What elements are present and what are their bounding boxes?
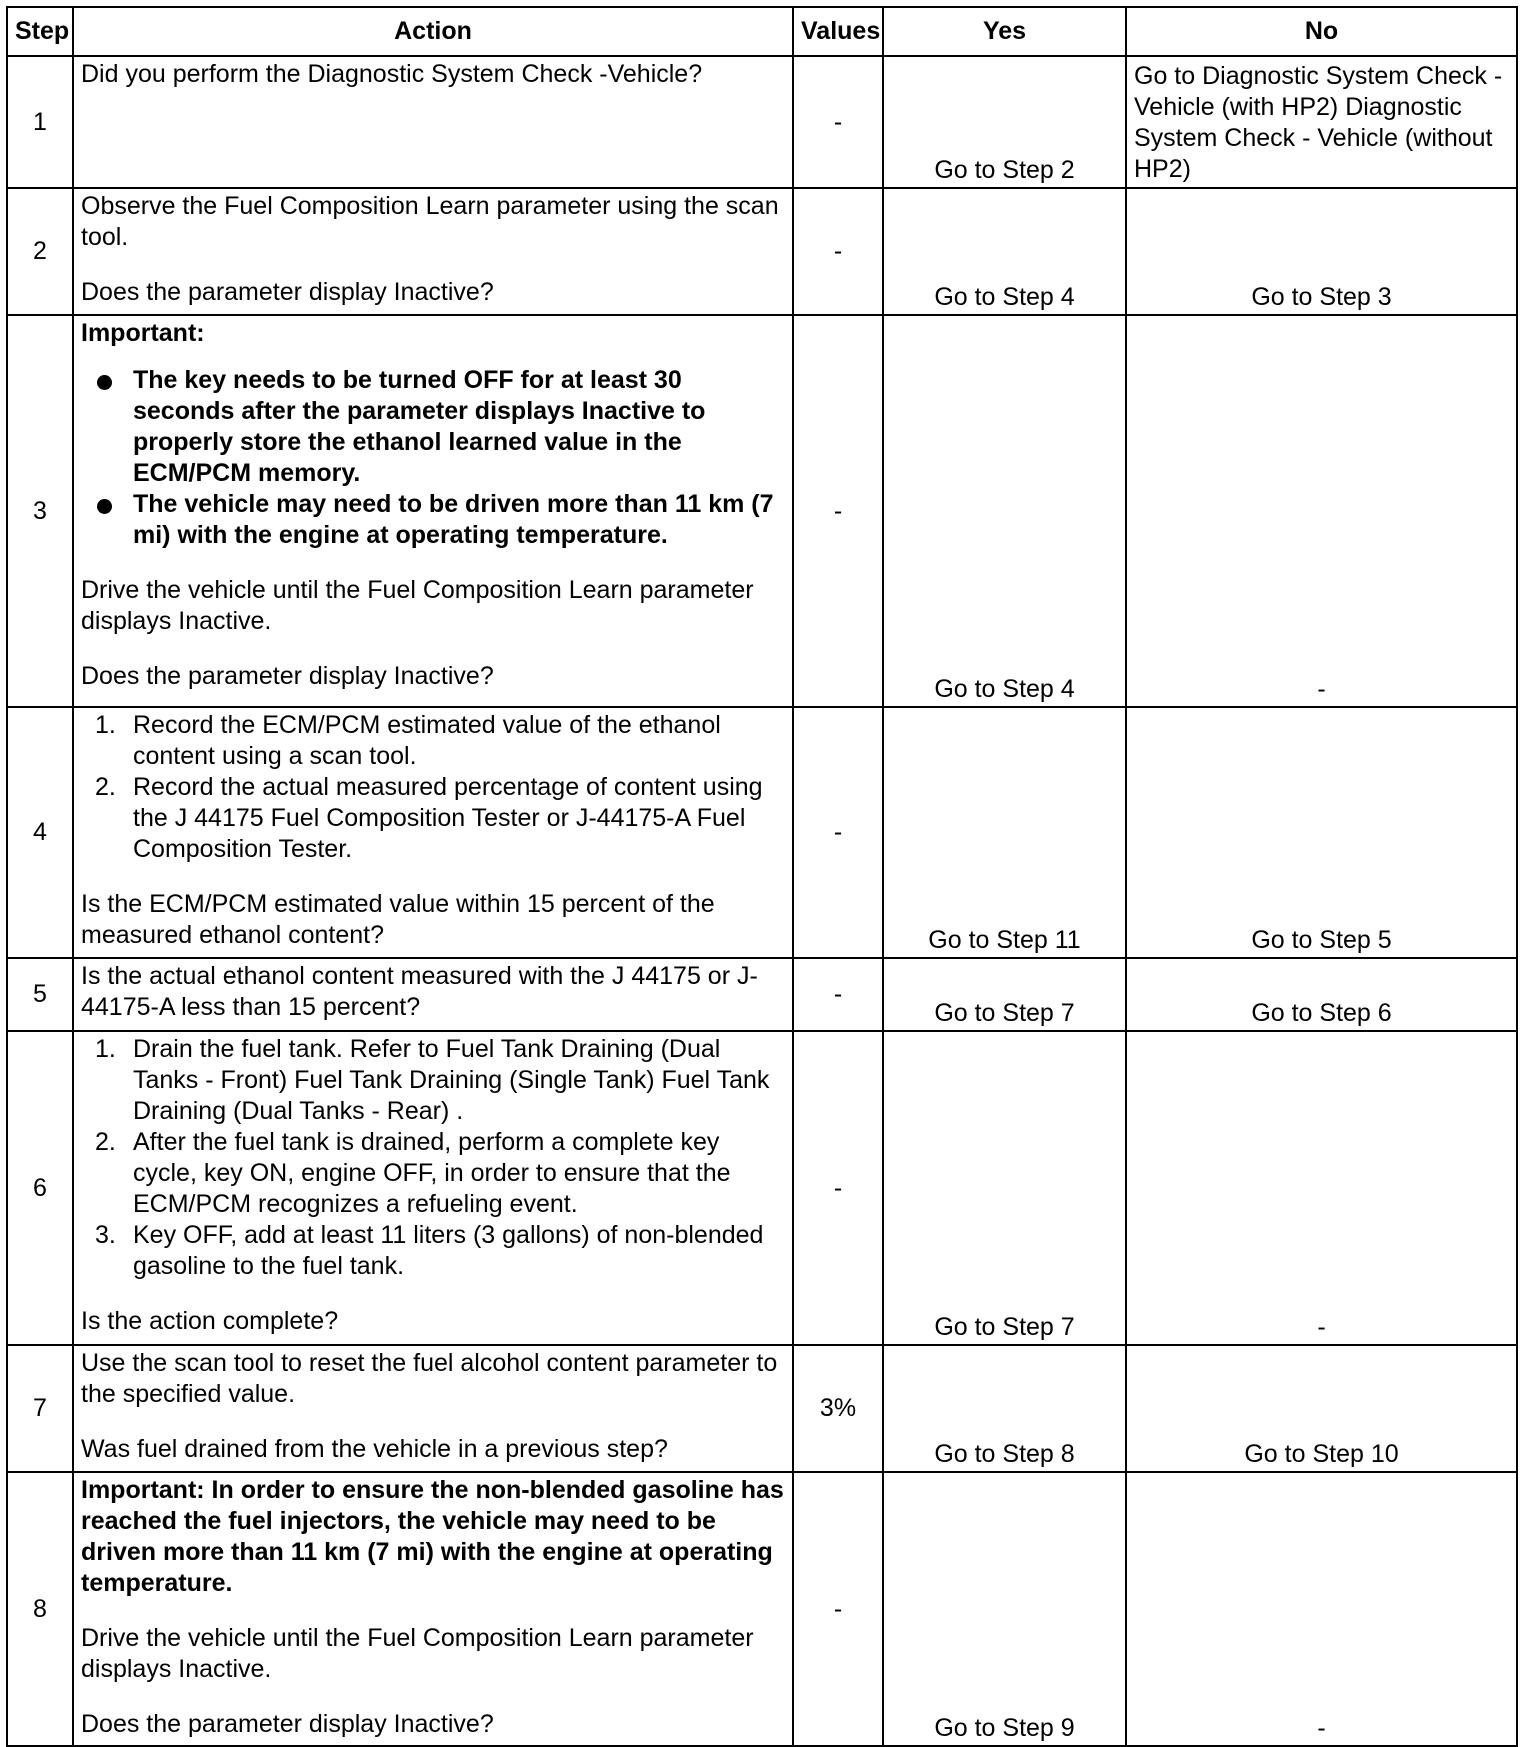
step-row-3	[7, 315, 1517, 707]
no-cell: Go to Step 6	[1126, 958, 1517, 1031]
yes-cell: Go to Step 11	[883, 707, 1126, 958]
action-question: Does the parameter display Inactive?	[81, 278, 494, 306]
step-number: 2	[7, 188, 73, 315]
values-cell: -	[793, 315, 883, 707]
action-cell	[73, 1472, 793, 1746]
step-number: 5	[7, 958, 73, 1031]
no-cell: -	[1126, 1472, 1517, 1746]
step-row-5	[7, 958, 1517, 1031]
values-cell: -	[793, 188, 883, 315]
action-instruction: Drive the vehicle until the Fuel Composition Learn parameter displays Inactive.	[81, 576, 754, 635]
yes-cell: Go to Step 7	[883, 958, 1126, 1031]
step-row-6	[7, 1031, 1517, 1345]
numbered-list	[81, 710, 785, 865]
yes-cell: Go to Step 7	[883, 1031, 1126, 1345]
step-row-1	[7, 56, 1517, 188]
list-item: 2. After the fuel tank is drained, perform a complete key cycle, key ON, engine OFF, in order to ensure that the ECM/PCM recognizes a refueling event.	[95, 1128, 731, 1218]
action-question: Is the ECM/PCM estimated value within 15 percent of the measured ethanol content?	[81, 890, 715, 949]
yes-cell: Go to Step 8	[883, 1345, 1126, 1472]
header-step: Step	[7, 7, 73, 56]
step-row-7	[7, 1345, 1517, 1472]
values-cell: -	[793, 707, 883, 958]
action-question: Does the parameter display Inactive?	[81, 662, 494, 690]
action-question: Is the action complete?	[81, 1307, 339, 1335]
diagnostic-table	[6, 6, 1518, 1747]
bullet-item: The vehicle may need to be driven more than 11 km (7 mi) with the engine at operating temperature.	[81, 489, 785, 551]
action-cell	[73, 958, 793, 1031]
yes-cell: Go to Step 2	[883, 56, 1126, 188]
list-item: 2. Record the actual measured percentage of content using the J 44175 Fuel Composition Tester or J-44175-A Fuel Composition Tester.	[95, 773, 763, 863]
step-row-4	[7, 707, 1517, 958]
step-number: 8	[7, 1472, 73, 1746]
header-row	[7, 7, 1517, 56]
step-row-2	[7, 188, 1517, 315]
yes-cell: Go to Step 4	[883, 315, 1126, 707]
values-cell: -	[793, 1472, 883, 1746]
step-number: 4	[7, 707, 73, 958]
no-cell: Go to Step 5	[1126, 707, 1517, 958]
action-cell	[73, 1031, 793, 1345]
step-row-8	[7, 1472, 1517, 1746]
list-item: 3. Key OFF, add at least 11 liters (3 gallons) of non-blended gasoline to the fuel tank.	[95, 1221, 764, 1280]
bullet-icon	[97, 499, 112, 514]
header-values: Values	[793, 7, 883, 56]
values-cell: 3%	[793, 1345, 883, 1472]
header-action: Action	[73, 7, 793, 56]
header-no: No	[1126, 7, 1517, 56]
action-intro: Observe the Fuel Composition Learn parameter using the scan tool.	[81, 192, 779, 251]
no-cell: -	[1126, 315, 1517, 707]
action-question: Is the actual ethanol content measured with the J 44175 or J-44175-A less than 15 percent?	[81, 962, 758, 1021]
step-number: 6	[7, 1031, 73, 1345]
action-cell	[73, 315, 793, 707]
values-cell: -	[793, 958, 883, 1031]
bullet-icon	[97, 375, 112, 390]
step-number: 3	[7, 315, 73, 707]
action-instruction: Drive the vehicle until the Fuel Composition Learn parameter displays Inactive.	[81, 1624, 754, 1683]
important-note: Important: In order to ensure the non-blended gasoline has reached the fuel injectors, the vehicle may need to be driven more than 11 km (7 mi) with the engine at operating temperature.	[81, 1476, 784, 1597]
bullet-item: The key needs to be turned OFF for at least 30 seconds after the parameter displays Inactive to properly store the ethanol learned value in the ECM/PCM memory.	[81, 365, 785, 489]
action-cell	[73, 707, 793, 958]
action-cell	[73, 188, 793, 315]
no-cell: Go to Step 3	[1126, 188, 1517, 315]
action-intro: Use the scan tool to reset the fuel alcohol content parameter to the specified value.	[81, 1349, 778, 1408]
values-cell: -	[793, 56, 883, 188]
action-question: Does the parameter display Inactive?	[81, 1710, 494, 1738]
numbered-list	[81, 1034, 785, 1282]
step-number: 1	[7, 56, 73, 188]
no-cell: Go to Step 10	[1126, 1345, 1517, 1472]
list-item: 1. Drain the fuel tank. Refer to Fuel Tank Draining (Dual Tanks - Front) Fuel Tank Draining (Single Tank) Fuel Tank Draining (Dual Tanks - Rear) .	[95, 1035, 770, 1125]
no-cell: -	[1126, 1031, 1517, 1345]
yes-cell: Go to Step 4	[883, 188, 1126, 315]
action-cell	[73, 56, 793, 188]
action-cell	[73, 1345, 793, 1472]
list-item: 1. Record the ECM/PCM estimated value of the ethanol content using a scan tool.	[95, 711, 721, 770]
action-question: Was fuel drained from the vehicle in a previous step?	[81, 1435, 668, 1463]
important-label: Important	[81, 319, 197, 347]
step-number: 7	[7, 1345, 73, 1472]
values-cell: -	[793, 1031, 883, 1345]
no-cell: Go to Diagnostic System Check - Vehicle (with HP2) Diagnostic System Check - Vehicle (without HP2)	[1126, 56, 1517, 188]
header-yes: Yes	[883, 7, 1126, 56]
important-heading: Important:	[81, 319, 205, 347]
action-question: Did you perform the Diagnostic System Check -Vehicle?	[81, 60, 703, 88]
important-bullets	[81, 365, 785, 551]
yes-cell: Go to Step 9	[883, 1472, 1126, 1746]
